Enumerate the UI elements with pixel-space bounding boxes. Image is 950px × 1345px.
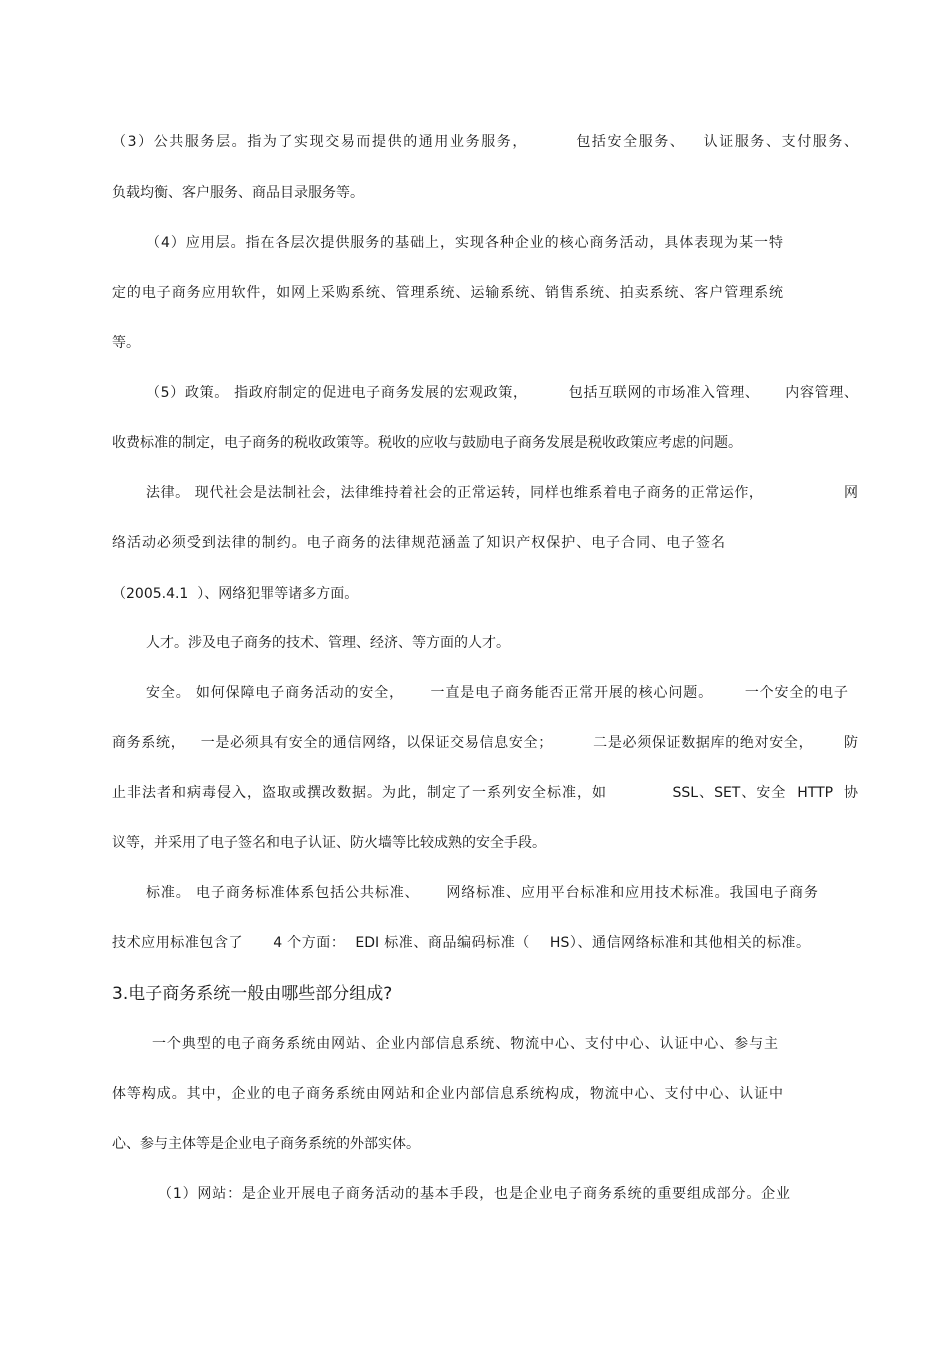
- para-security-line-4: 议等，并采用了电子签名和电子认证、防火墙等比较成熟的安全手段。: [112, 835, 546, 851]
- para-talent: 人才。涉及电子商务的技术、管理、经济、等方面的人才。: [146, 635, 510, 651]
- para-application-line-1: （4）应用层。指在各层次提供服务的基础上，实现各种企业的核心商务活动，具体表现为某一特: [146, 235, 783, 251]
- para-public-service-line-1: （3）公共服务层。指为了实现交易而提供的通用业务服务， 包括安全服务、 认证服务、支付服务、: [112, 134, 858, 150]
- para-system-line-3: 心、参与主体等是企业电子商务系统的外部实体。: [112, 1136, 420, 1152]
- para-application-line-3: 等。: [112, 335, 140, 351]
- para-policy-line-1: （5）政策。 指政府制定的促进电子商务发展的宏观政策， 包括互联网的市场准入管理、 内容管理、: [146, 385, 858, 401]
- para-law-line-1: 法律。 现代社会是法制社会，法律维持着社会的正常运转，同样也维系着电子商务的正常运作， 网: [146, 485, 858, 501]
- para-standard-line-2: 技术应用标准包含了 4 个方面： EDI 标准、商品编码标准（ HS）、通信网络标准和其他相关的标准。: [112, 935, 810, 951]
- para-application-line-2: 定的电子商务应用软件，如网上采购系统、管理系统、运输系统、销售系统、拍卖系统、客户管理系统: [112, 285, 783, 301]
- para-law-line-2: 络活动必须受到法律的制约。电子商务的法律规范涵盖了知识产权保护、电子合同、电子签名: [112, 535, 725, 551]
- para-system-line-2: 体等构成。其中，企业的电子商务系统由网站和企业内部信息系统构成，物流中心、支付中心、认证中: [112, 1086, 783, 1102]
- para-law-line-3: （2005.4.1 ）、网络犯罪等诸多方面。: [112, 586, 359, 602]
- para-public-service-line-2: 负载均衡、客户服务、商品目录服务等。: [112, 185, 364, 201]
- para-security-line-1: 安全。 如何保障电子商务活动的安全， 一直是电子商务能否正常开展的核心问题。 一个安全的电子: [146, 685, 848, 701]
- para-standard-line-1: 标准。 电子商务标准体系包括公共标准、 网络标准、应用平台标准和应用技术标准。我国电子商务: [146, 885, 818, 901]
- para-website-line-1: （1）网站：是企业开展电子商务活动的基本手段，也是企业电子商务系统的重要组成部分。企业: [158, 1186, 790, 1202]
- para-policy-line-2: 收费标准的制定，电子商务的税收政策等。税收的应收与鼓励电子商务发展是税收政策应考虑的问题。: [112, 435, 742, 451]
- para-security-line-2: 商务系统， 一是必须具有安全的通信网络，以保证交易信息安全； 二是必须保证数据库的绝对安全， 防: [112, 735, 858, 751]
- section-heading: 3.电子商务系统一般由哪些部分组成?: [112, 984, 393, 1004]
- para-system-line-1: 一个典型的电子商务系统由网站、企业内部信息系统、物流中心、支付中心、认证中心、参与主: [152, 1036, 778, 1052]
- para-security-line-3: 止非法者和病毒侵入，盗取或撰改数据。为此，制定了一系列安全标准，如 SSL、SET、安全 HTTP 协: [112, 785, 858, 801]
